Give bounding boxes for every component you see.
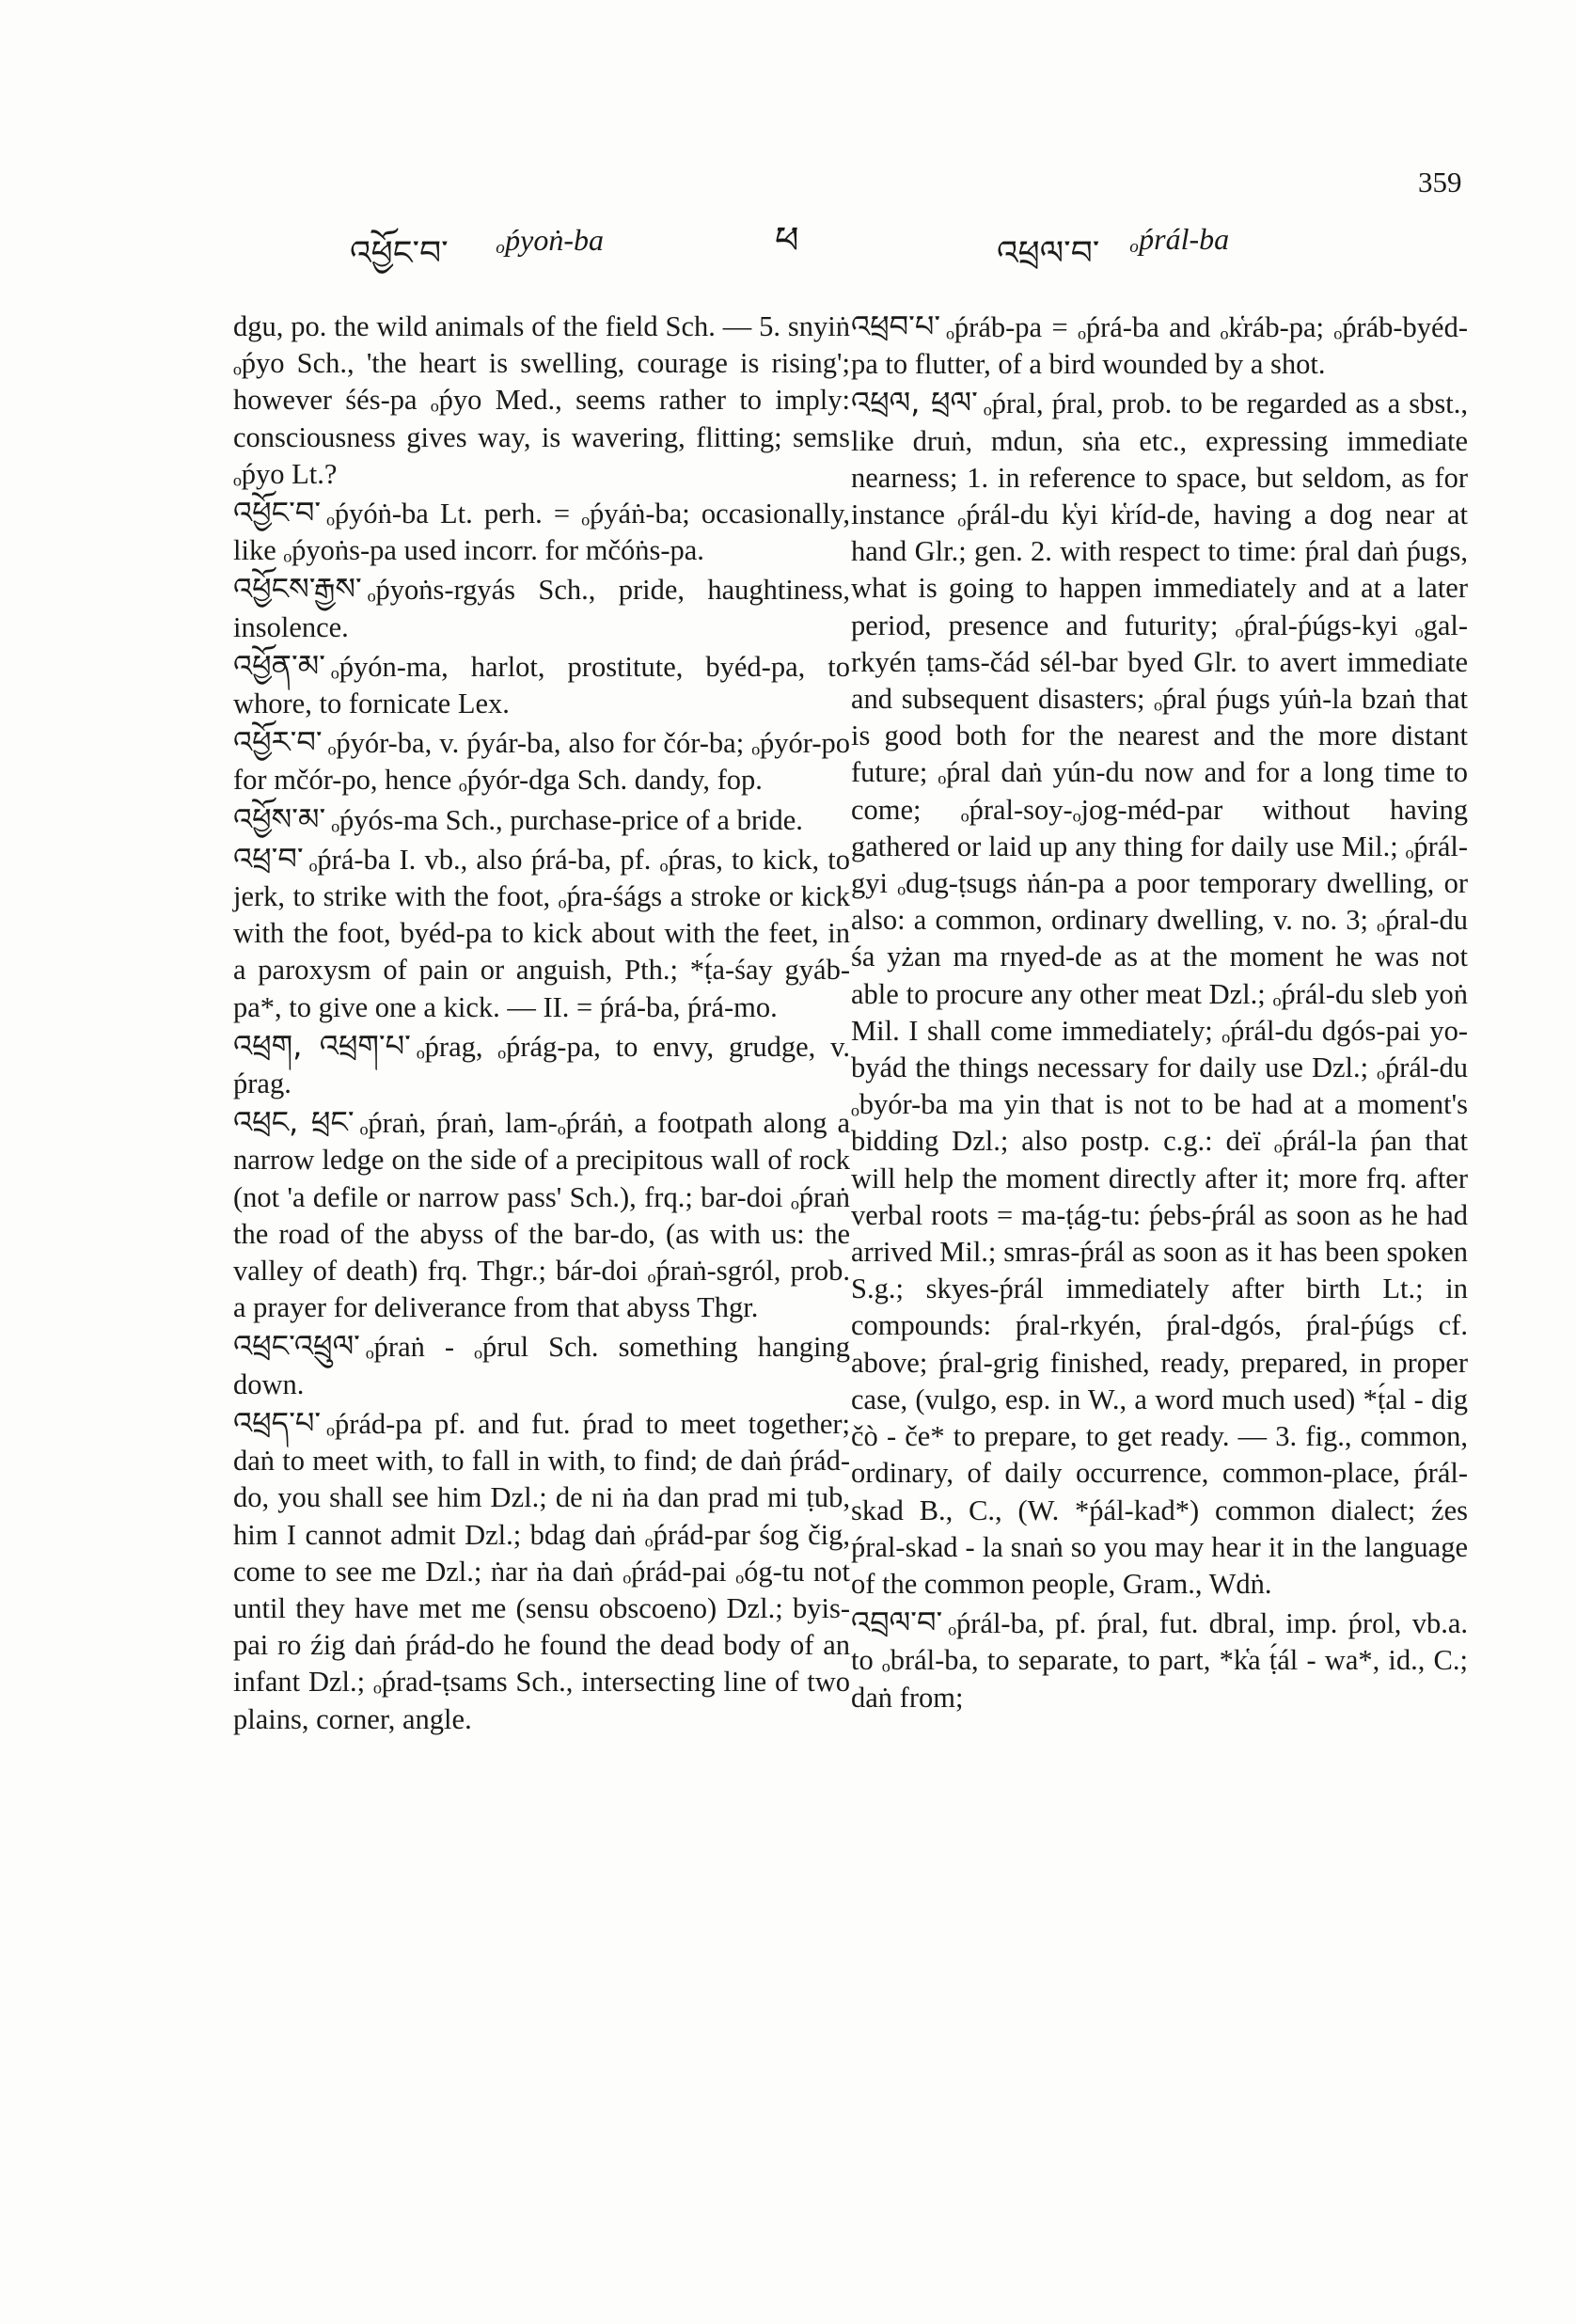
dictionary-entry [233,648,850,722]
entry-headword-tibetan: འཕྲག, འཕྲག་པ་ [233,1027,411,1064]
entry-text: ₒṕraṅ, ṕraṅ, lam-ₒṕráṅ, a footpath along a narrow ledge on the side of a precipitous wall of rock (not 'a defile or narrow pass' Sch.), frq.; bar-doi ₒṕraṅ the road of the abyss of the bar-do, (as with us: the valley of death) frq. Thgr.; bár-doi ₒṕraṅ-sgról, prob. a prayer for deliverance from that abyss Thgr. [233,1107,850,1324]
entry-text: ₒṕrál-ba, pf. ṕral, fut. dbral, imp. ṕrol, vb.a. to ₒbrál-ba, to separate, to part, *k̔a ṭ́ál - wa*, id., C.; daṅ from; [851,1607,1468,1714]
right-column [851,308,1468,1718]
entry-text: dgu, po. the wild animals of the field Sch. — 5. snyiṅ ₒṕyo Sch., 'the heart is swelling, courage is rising'; however śés-pa ₒṕyo Med., seems rather to imply: consciousness gives way, is wavering, flitting; sems ₒṕyo Lt.? [233,310,850,490]
entry-text: ₒṕyón-ma, harlot, prostitute, byéd-pa, to whore, to fornicate Lex. [233,650,850,720]
dictionary-entry [233,1405,850,1738]
entry-headword-tibetan: འཕྲང་འཕྲུལ་ [233,1328,360,1365]
dictionary-entry [233,495,850,569]
entry-text: ₒṕrád-pa pf. and fut. ṕrad to meet together; daṅ to meet with, to fall in with, to find; de daṅ ṕrád-do, you shall see him Dzl.; de ni ṅa dan prad mi ṭub, him I cannot admit Dzl.; bdag daṅ ₒṕrád-par śog čig, come to see me Dzl.; ṅar ṅa daṅ ₒṕrád-pai ₒóg-tu not until they have met me (sensu obscoeno) Dzl.; byis-pai ro źig daṅ ṕrád-do he found the dead body of an infant Dzl.; ₒṕrad-ṭsams Sch., intersecting line of two plains, corner, angle. [233,1407,850,1735]
dictionary-entry [233,308,850,493]
entry-text: ₒṕyós-ma Sch., purchase-price of a bride. [331,803,803,836]
dictionary-entry [233,841,850,1026]
dictionary-entry [233,1104,850,1326]
entry-text: ₒṕrá-ba I. vb., also ṕrá-ba, pf. ₒṕras, to kick, to jerk, to strike with the foot, ₒṕra-śágs a stroke or kick with the foot, byéd-pa to kick about with the feet, in a paroxysm of pain or anguish, Pth.; *ṭ́a-śay gyáb-pa*, to give one a kick. — II. = ṕrá-ba, ṕrá-mo. [233,843,850,1023]
left-column [233,308,850,1740]
entry-headword-tibetan: འཕྲང, ཕྲང་ [233,1104,355,1141]
dictionary-entry [851,1605,1468,1716]
header-left-tibetan: འཕྱོང་བ་ [350,234,449,273]
entry-text: ₒṕráb-pa = ₒṕrá-ba and ₒk̔ráb-pa; ₒṕráb-byéd-pa to flutter, of a bird wounded by a shot. [851,311,1468,381]
page-section-letter: ཕ [775,219,799,262]
entry-headword-tibetan: འཕྱོན་མ་ [233,647,325,684]
dictionary-entry [851,308,1468,383]
entry-text: ₒṕyóṅ-ba Lt. perh. = ₒṕyáṅ-ba; occasionally, like ₒṕyoṅs-pa used incorr. for mčóṅs-pa. [233,498,850,567]
entry-text: ₒṕyór-ba, v. ṕyár-ba, also for čór-ba; ₒṕyór-po for mčór-po, hence ₒṕyór-dga Sch. dandy, fop. [233,727,850,797]
entry-headword-tibetan: འཕྲལ, ཕྲལ་ [851,385,978,421]
entry-text: ₒṕral, ṕral, prob. to be regarded as a sbst., like druṅ, mdun, sṅa etc., expressing immediate nearness; 1. in reference to space, but seldom, as for instance ₒṕrál-du k̔yi k̔ríd-de, having a dog near at hand Glr.; gen. 2. with respect to time: ṕral daṅ ṕugs, what is going to happen immediately and at a later period, presence and futurity; ₒṕral-ṕúgs-kyi ₒgal-rkyén ṭams-čád sél-bar byed Glr. to avert immediate and subsequent disasters; ₒṕral ṕugs yúṅ-la bzaṅ that is good both for the nearest and the more distant future; ₒṕral daṅ yún-du now and for a long time to come; ₒṕral-soy-ₒjog-méd-par without having gathered or laid up any thing for daily use Mil.; ₒṕrál-gyi ₒdug-ṭsugs ṅán-pa a poor temporary dwelling, or also: a common, ordinary dwelling, v. no. 3; ₒṕral-du śa yżan ma rnyed-de as at the moment he was not able to procure any other meat Dzl.; ₒṕrál-du sleb yoṅ Mil. I shall come immediately; ₒṕrál-du dgós-pai yo-byád the things necessary for daily use Dzl.; ₒṕrál-du ₒbyór-ba ma yin that is not to be had at a moment's bidding Dzl.; also postp. c.g.: deï ₒṕrál-la ṕan that will help the moment directly after it; more frq. after verbal roots = ma-ṭág-tu: ṕebs-ṕrál as soon as he had arrived Mil.; smras-ṕrál as soon as it has been spoken S.g.; skyes-ṕrál immediately after birth Lt.; in compounds: ṕral-rkyén, ṕral-dgós, ṕral-ṕúgs cf. above; ṕral-grig finished, ready, prepared, in proper case, (vulgo, esp. in W., a word much used) *ṭ́al - dig čò - če* to prepare, to get ready. — 3. fig., common, ordinary, of daily occurrence, common-place, ṕrál-skad B., C., (W. *ṕál-kad*) common dialect; źes ṕral-skad - la snaṅ so you may hear it in the language of the common people, Gram., Wdṅ. [851,387,1469,1600]
header-right-tibetan: འཕྲལ་བ་ [997,234,1100,273]
entry-headword-tibetan: འཕྱོང་བ་ [233,495,322,531]
dictionary-entry [233,1328,850,1402]
entry-headword-tibetan: འབྲལ་བ་ [851,1605,943,1641]
header-right-translit: ₒṕrál-ba [1130,222,1230,256]
dictionary-entry [233,724,850,798]
entry-text: ₒṕrag, ₒṕrág-pa, to envy, grudge, v. ṕrag. [233,1030,850,1100]
entry-headword-tibetan: འཕྲད་པ་ [233,1404,322,1441]
entry-headword-tibetan: འཕྲབ་པ་ [851,308,941,344]
entry-headword-tibetan: འཕྱོངས་རྒྱས་ [233,571,362,608]
dictionary-entry [233,1028,850,1102]
page-number: 359 [1418,166,1462,198]
header-left-translit: ₒṕyoṅ-ba [496,223,604,257]
dictionary-entry [233,801,850,839]
dictionary-entry [851,385,1468,1603]
entry-headword-tibetan: འཕྱོས་མ་ [233,800,326,837]
entry-text: ₒṕyoṅs-rgyás Sch., pride, haughtiness, insolence. [233,574,850,643]
entry-headword-tibetan: འཕྲ་བ་ [233,840,304,877]
entry-headword-tibetan: འཕྱོར་བ་ [233,724,323,761]
dictionary-entry [233,571,850,645]
entry-text: ₒṕraṅ - ₒṕrul Sch. something hanging down. [233,1331,850,1400]
